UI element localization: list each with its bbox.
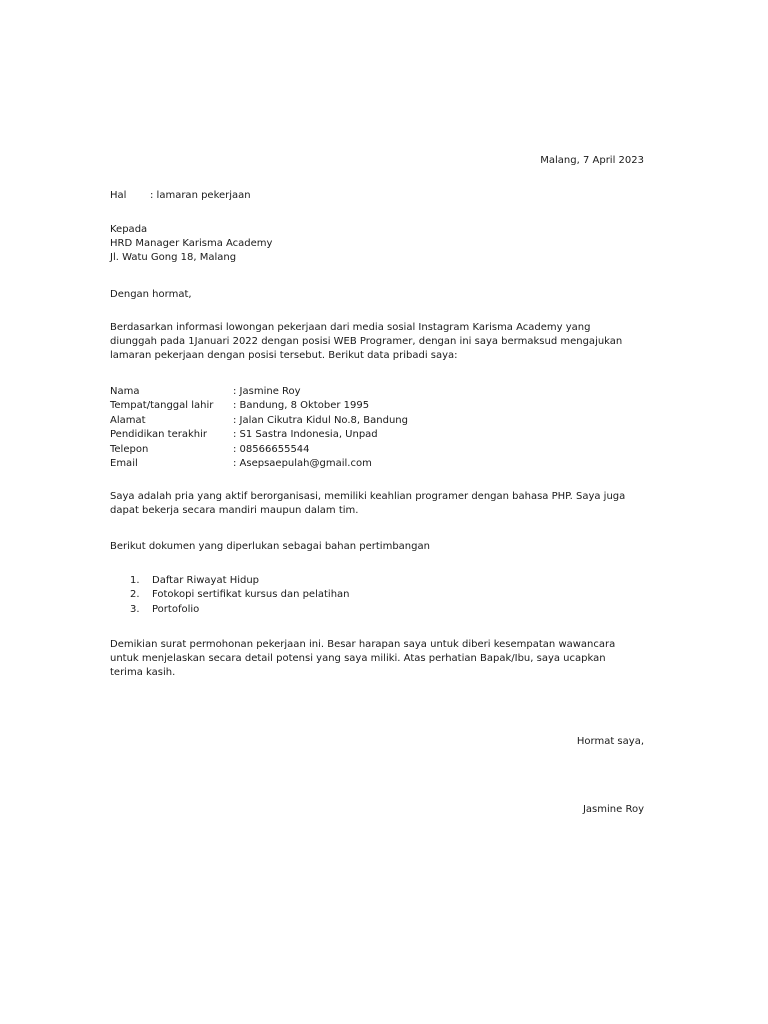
closing-line: untuk menjelaskan secara detail potensi yang saya miliki. Atas perhatian Bapak/Ibu, saya ucapkan [110,653,606,664]
intro-paragraph [110,321,630,363]
closing-line: terima kasih. [110,667,176,678]
info-row-email [110,457,408,471]
documents-list [130,574,350,617]
recipient-name: HRD Manager Karisma Academy [110,238,273,249]
info-row-education [110,428,408,442]
about-paragraph [110,490,640,518]
list-item [130,603,350,617]
greeting: Dengan hormat, [110,289,192,300]
subject-value: : lamaran pekerjaan [150,190,251,201]
info-label: Email [110,457,138,469]
recipient-to: Kepada [110,224,148,235]
info-value: : Bandung, 8 Oktober 1995 [233,400,370,412]
list-number: 1. [130,575,140,586]
info-row-birth [110,399,408,413]
intro-line: diunggah pada 1Januari 2022 dengan posisi WEB Programer, dengan ini saya bermaksud mengajukan [110,336,623,347]
closing-paragraph [110,638,640,680]
info-row-address [110,414,408,428]
list-text: Portofolio [152,603,200,615]
intro-line: lamaran pekerjaan dengan posisi tersebut. Berikut data pribadi saya: [110,350,458,361]
about-line: Saya adalah pria yang aktif berorganisasi, memiliki keahlian programer dengan bahasa PHP. Saya juga [110,491,626,502]
intro-line: Berdasarkan informasi lowongan pekerjaan dari media sosial Instagram Karisma Academy yang [110,322,591,333]
subject-label: Hal [110,190,127,201]
list-text: Fotokopi sertifikat kursus dan pelatihan [152,589,350,601]
recipient-block [110,223,272,265]
regards: Hormat saya, [576,736,644,747]
closing-line: Demikian surat permohonan pekerjaan ini. Besar harapan saya untuk diberi kesempatan wawancara [110,639,616,650]
info-label: Alamat [110,414,146,426]
signer-name: Jasmine Roy [582,804,644,815]
info-value: : Jalan Cikutra Kidul No.8, Bandung [233,414,408,426]
personal-info-table [110,385,408,471]
info-label: Nama [110,386,140,397]
about-line: dapat bekerja secara mandiri maupun dalam tim. [110,505,359,516]
list-text: Daftar Riwayat Hidup [152,575,260,586]
subject-line [110,189,251,203]
list-number: 3. [130,603,140,615]
letter-date: Malang, 7 April 2023 [540,155,644,166]
info-value: : S1 Sastra Indonesia, Unpad [233,429,378,441]
documents-intro: Berikut dokumen yang diperlukan sebagai bahan pertimbangan [110,541,430,552]
info-value: : 08566655544 [233,443,310,455]
list-number: 2. [130,589,140,601]
info-value: : Jasmine Roy [233,386,301,397]
info-value: : Asepsaepulah@gmail.com [233,457,372,469]
recipient-address: Jl. Watu Gong 18, Malang [110,252,237,263]
info-row-phone [110,443,408,457]
list-item [130,588,350,602]
info-row-name [110,385,408,399]
info-label: Tempat/tanggal lahir [110,400,214,412]
info-label: Pendidikan terakhir [110,429,208,441]
info-label: Telepon [110,443,149,455]
list-item [130,574,350,588]
